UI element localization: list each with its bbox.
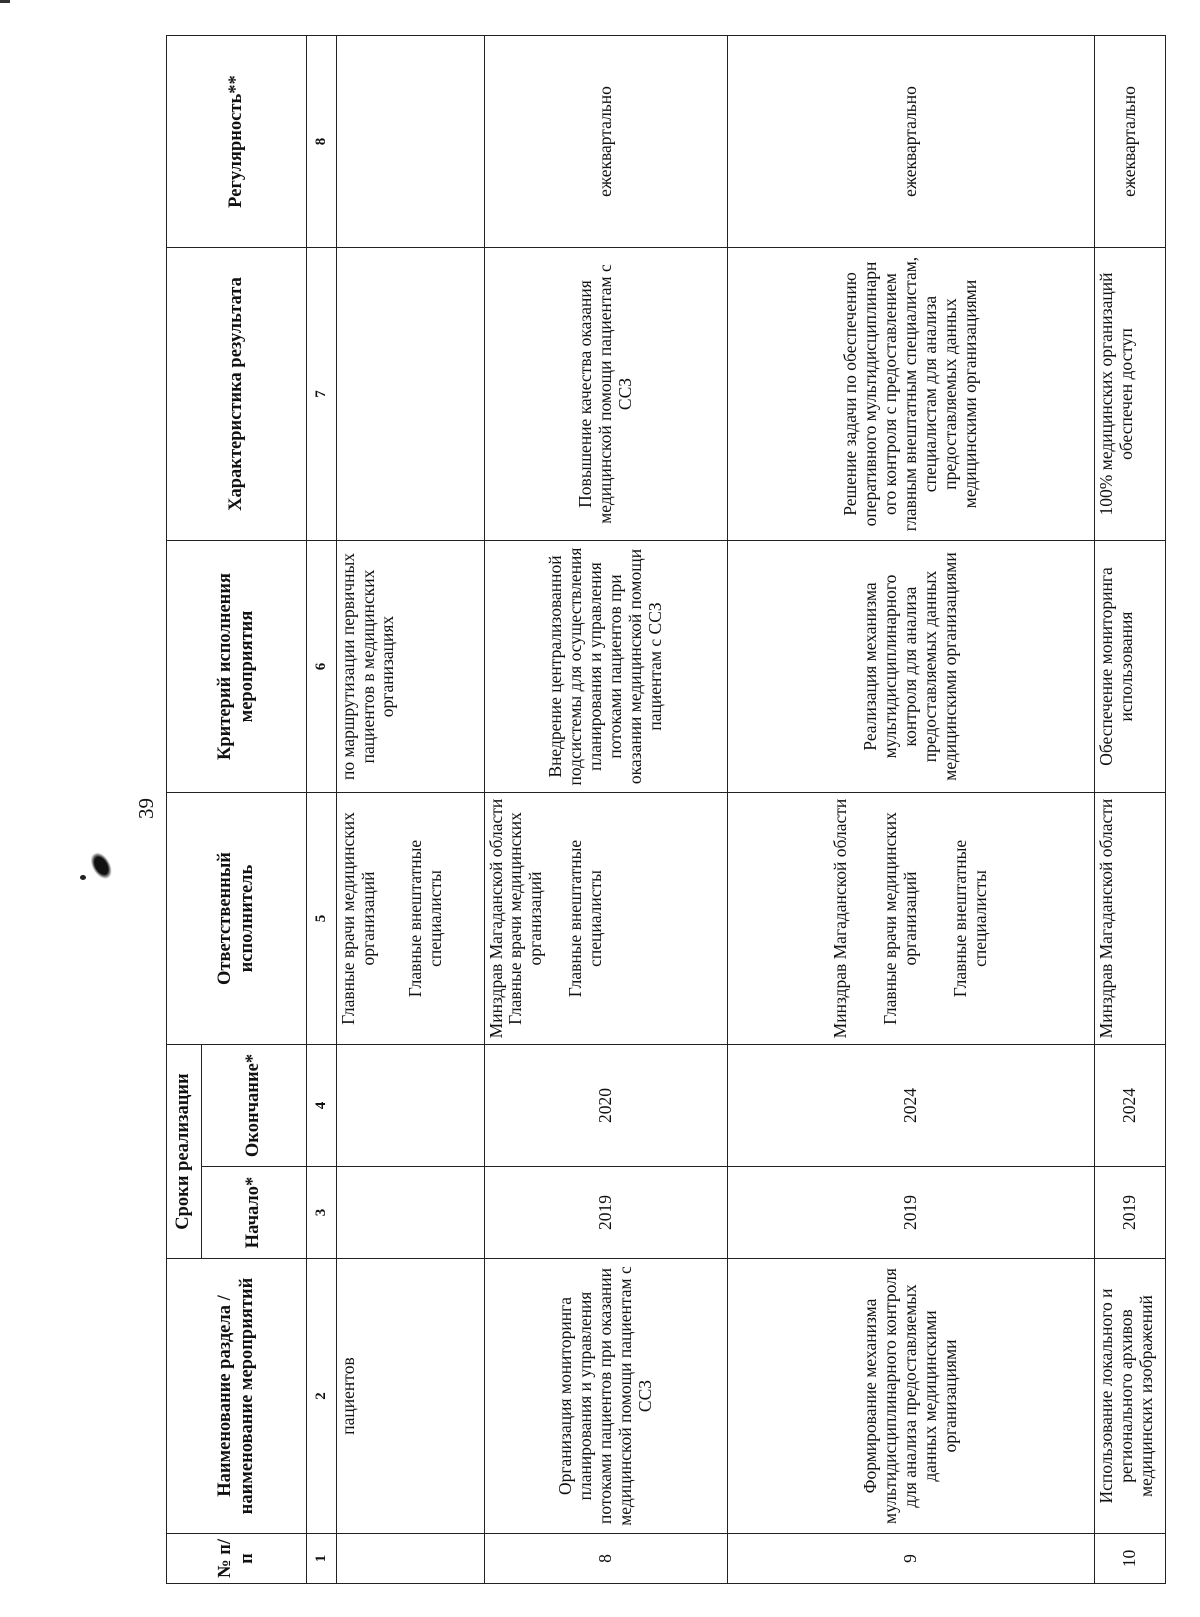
responsible-line: Главные внештатные специалисты (949, 839, 990, 998)
header-num: № п/п (167, 1534, 307, 1584)
cell-num (336, 1534, 484, 1584)
table-row (727, 36, 1094, 1584)
cell-regularity: ежеквартально (484, 36, 727, 248)
responsible-line: Минздрав Магаданской области (830, 798, 851, 1039)
responsible-line: Главные внештатные специалисты (405, 839, 446, 998)
cell-name: пациентов (336, 1259, 484, 1534)
ink-dot-artifact (80, 875, 86, 880)
rotated-page (166, 36, 1166, 1584)
cell-result: Решение задачи по обеспечению оперативного мультидисциплинарн ого контроля с предоставлением главным внештатным специалистам, специалистам для анализа предоставляемых данных медицинскими организациями (727, 248, 1094, 541)
header-name: Наименование раздела /наименование мероприятий (167, 1259, 307, 1534)
cell-criterion: Реализация механизма мультидисциплинарного контроля для анализа предоставляемых данных медицинскими организациями (727, 541, 1094, 793)
responsible-line: Главные врачи медицинских организаций (879, 812, 920, 1025)
column-index-row (307, 36, 337, 1584)
header-regularity: Регулярность** (167, 36, 307, 248)
cell-result (336, 248, 484, 541)
cell-result: Повышение качества оказания медицинской помощи пациентам с ССЗ (484, 248, 727, 541)
cell-num: 10 (1094, 1534, 1165, 1584)
header-result: Характеристика результата (167, 248, 307, 541)
index-cell: 8 (307, 36, 337, 248)
cell-start: 2019 (1094, 1167, 1165, 1259)
cell-num: 9 (727, 1534, 1094, 1584)
cell-end: 2020 (484, 1045, 727, 1167)
cell-end: 2024 (1094, 1045, 1165, 1167)
responsible-line: Минздрав Магаданской области (485, 798, 506, 1039)
index-cell: 3 (307, 1167, 337, 1259)
scan-edge-artifact (0, 0, 10, 3)
ink-blot-artifact (86, 849, 118, 885)
responsible-line: Главные врачи медицинских организаций (505, 812, 546, 1025)
action-plan-table (166, 35, 1166, 1584)
cell-name: Формирование механизма мультидисциплинарного контроля для анализа предоставляемых данных медицинскими организациями (727, 1259, 1094, 1534)
cell-criterion: по маршрутизации первичных пациентов в медицинских организациях (336, 541, 484, 793)
cell-name: Организация мониторинга планирования и управления потоками пациентов при оказании медицинской помощи пациентам с ССЗ (484, 1259, 727, 1534)
header-row (167, 36, 202, 1584)
index-cell: 7 (307, 248, 337, 541)
cell-regularity: ежеквартально (1094, 36, 1165, 248)
responsible-line: Главные внештатные специалисты (565, 839, 606, 998)
cell-end (336, 1045, 484, 1167)
responsible-line: Главные врачи медицинских организаций (337, 812, 378, 1025)
index-cell: 4 (307, 1045, 337, 1167)
index-cell: 1 (307, 1534, 337, 1584)
cell-start (336, 1167, 484, 1259)
cell-responsible (336, 793, 484, 1045)
cell-result: 100% медицинских организаций обеспечен доступ (1094, 248, 1165, 541)
header-criterion: Критерий исполнения мероприятия (167, 541, 307, 793)
index-cell: 2 (307, 1259, 337, 1534)
header-timeframe: Сроки реализации (167, 1045, 202, 1259)
cell-criterion: Внедрение централизованной подсистемы для осуществления планирования и управления потоками пациентов при оказании медицинской помощи пациентам с ССЗ (484, 541, 727, 793)
cell-start: 2019 (484, 1167, 727, 1259)
table-row (484, 36, 727, 1584)
cell-num: 8 (484, 1534, 727, 1584)
header-end: Окончание* (202, 1045, 307, 1167)
index-cell: 6 (307, 541, 337, 793)
cell-responsible (727, 793, 1094, 1045)
cell-criterion: Обеспечение мониторинга использования (1094, 541, 1165, 793)
cell-start: 2019 (727, 1167, 1094, 1259)
table-row (1094, 36, 1165, 1584)
page-number: 39 (134, 798, 158, 819)
cell-responsible (484, 793, 727, 1045)
cell-regularity: ежеквартально (727, 36, 1094, 248)
header-start: Начало* (202, 1167, 307, 1259)
cell-regularity (336, 36, 484, 248)
cell-end: 2024 (727, 1045, 1094, 1167)
table-row (336, 36, 484, 1584)
cell-responsible: Минздрав Магаданской области (1094, 793, 1165, 1045)
header-responsible: Ответственный исполнитель (167, 793, 307, 1045)
index-cell: 5 (307, 793, 337, 1045)
cell-name: Использование локального и регионального архивов медицинских изображений (1094, 1259, 1165, 1534)
